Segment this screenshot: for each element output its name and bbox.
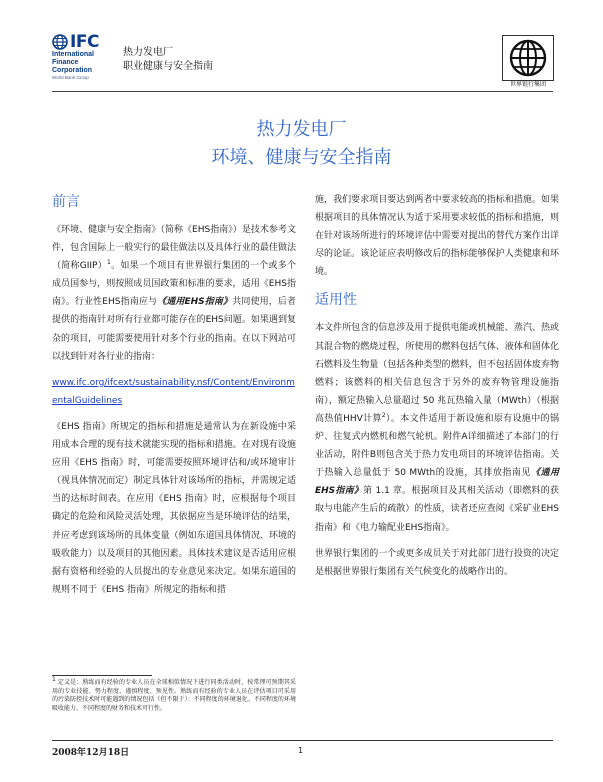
guidelines-link-paragraph [52,374,296,410]
applicability-p1-text-b: ）。本文件适用于新设施和原有设施中的锅炉、往复式内燃机和燃气轮机。附件A详细描述了本部门的行业活动，附件B则包含关于热力发电项目的环境评估指南。关于热输入总量低于 50 MWth的设施，其排放指南见 [315,413,559,479]
header-doc-title [123,46,213,74]
header-divider [52,91,553,92]
section-heading-foreword: 前言 [52,194,80,210]
general-ehs-guidelines-ref-2: 《通用EHS指南》 [315,468,559,497]
applicability-paragraph-1 [315,319,559,536]
applicability-p1-text-c: 第 1.1 章。根据项目及其相关活动（即燃料的获取与电能产生后的疏散）的性质，读者还应查阅《采矿业EHS指南》和《电力输配业EHS指南》。 [315,486,559,533]
foreword-paragraph-2: 《EHS 指南》所规定的指标和措施是通常认为在新设施中采用成本合理的现有技术就能实现的指标和措施。在对现有设施应用《EHS 指南》时，可能需要按照环境评估和/或环境审计（视具体情况而定）制定具体针对该场所的指标，并需规定适当的达标时间表。在应用《EHS 指南》时，应根据每个项目确定的危险和风险灵活处理，其依据应当是环境评估的结果，并应考虑到该场所的具体变量（例如东道国具体情况、环境的吸收能力）以及项目的其他因素。具体技术建议是否适用应根据有资格和经验的人员提出的专业意见来决定。如果东道国的规则不同于《EHS 指南》所规定的指标和措 [52,421,296,595]
footnote [52,676,296,713]
guidelines-link[interactable]: www.ifc.org/ifcext/sustainability.nsf/Content/EnvironmentalGuidelines [52,377,295,406]
applicability-p1-text-a: 本文件所包含的信息涉及用于提供电能或机械能、蒸汽、热或其混合物的燃烧过程，所使用的燃料包括气体、液体和固体化石燃料及生物量（包括各种类型的燃料，但不包括固体废弃物燃料；该燃料的相关信息包含于另外的废弃物管理设施指南），额定热输入总量超过 50 兆瓦热输入量（MWth）（根据高热值HHV计算 [315,323,559,424]
footnote-divider [52,675,152,676]
foreword-p1-text-b: 。如果一个项目有世界银行集团的一个或多个成员国参与，则按照成员国政策和标准的要求，适用《EHS指南》。行业性EHS指南应与 [52,261,296,308]
footnote-text: 定义是：熟练而有经验的专业人员在全球相似情况下进行同类活动时，按常理可预期其采用的专业技能、努力程度、谨慎程度、预见性。熟练而有经验的专业人员在评估项目可采用的污染防控技术时可能遇到的情况包括（但不限于）：不同程度的环境退化、不同程度的环境吸收能力、不同程度的财务和技术可行性。 [52,679,296,712]
world-bank-logo [502,35,554,81]
footnote-ref-1[interactable]: 1 [107,259,111,267]
applicability-paragraph-2: 世界银行集团的一个或更多成员关于对此部门进行投资的决定是根据世界银行集团有关气候变化的战略作出的。 [315,548,559,577]
foreword-paragraph-continued: 施，我们要求项目要达到两者中要求较高的指标和措施。如果根据项目的具体情况认为适于采用要求较低的指标和措施，则在针对该场所进行的环境评估中需要对提出的替代方案作出详尽的论证。该论证应表明修改后的指标能够保护人类健康和环境。 [315,195,559,278]
footnote-ref-2[interactable]: 2 [381,411,386,419]
section-heading-applicability: 适用性 [315,292,357,309]
ifc-wordmark-text: IFC [70,31,99,52]
ifc-logo [52,33,118,89]
ifc-wordmark [52,33,118,51]
header-doc-title-line2: 职业健康与安全指南 [123,61,213,72]
ifc-name-line3: Corporation [52,67,93,74]
left-column [52,191,296,607]
ifc-name-line2: Finance [52,59,79,66]
right-column [315,191,559,589]
ifc-name-line1: International [52,51,95,58]
general-ehs-guidelines-ref: 《通用EHS指南》 [157,297,233,308]
foreword-p1-text-a: 《环境、健康与安全指南》（简称《EHS指南》）是技术参考文件，包含国际上一般实行的最佳做法以及具体行业的最佳做法（简称GIIP） [52,225,296,272]
header-doc-title-line1: 热力发电厂 [123,47,173,58]
foreword-p1-text-c: 共同使用，后者提供的指南针对所有行业都可能存在的EHS问题。如果遇到复杂的项目，可能需要使用针对多个行业的指南。在以下网站可以找到针对各行业的指南： [52,297,296,362]
page-title-line2: 环境、健康与安全指南 [211,147,392,168]
world-bank-label: 世界银行集团 [509,81,546,88]
globe-icon [52,34,68,50]
page-title-line1: 热力发电厂 [256,119,347,140]
footnote-number: 1 [52,676,56,683]
page-number: 1 [298,746,304,755]
world-bank-emblem-icon [503,36,553,80]
footer-divider [52,740,553,741]
foreword-paragraph-1 [52,221,296,366]
footer-date: 2008年12月18日 [52,748,130,758]
ifc-group-label: World Bank Group [52,75,89,80]
